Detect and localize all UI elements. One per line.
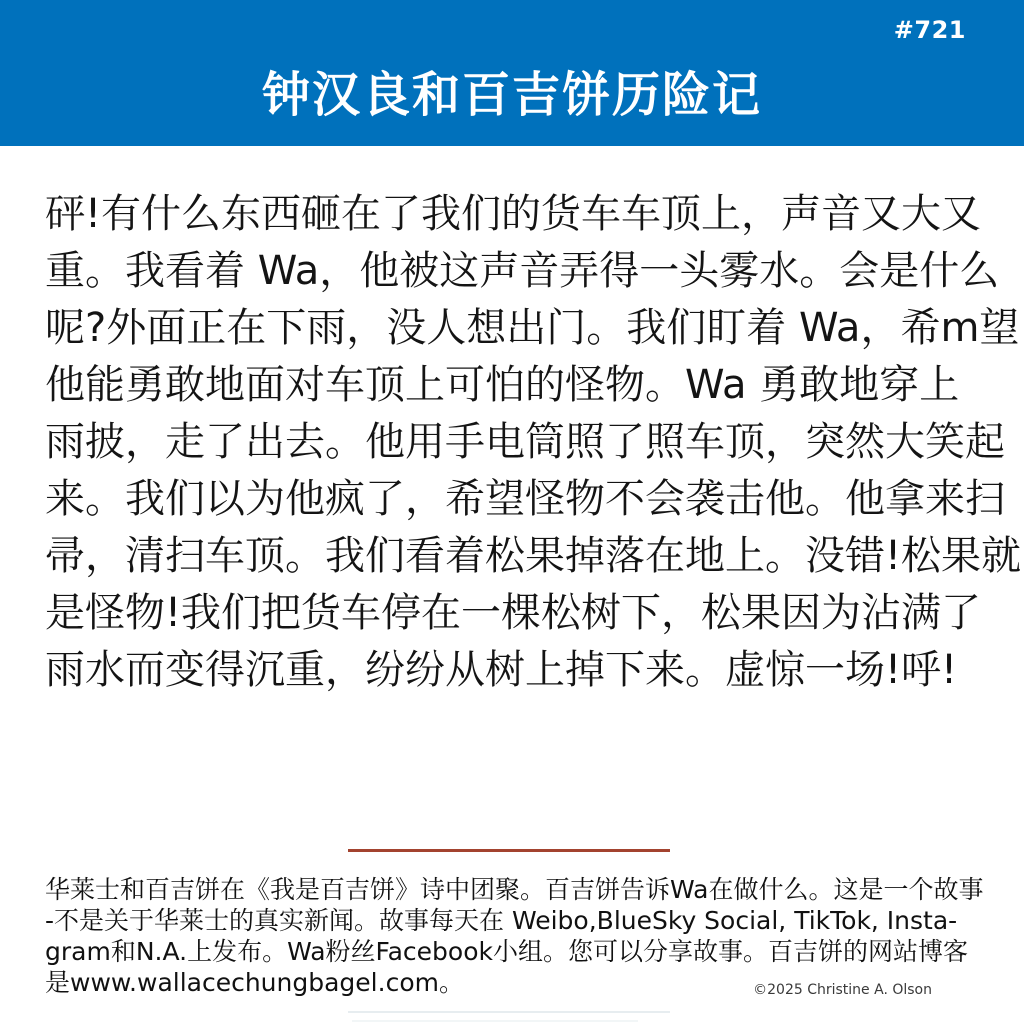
story-line: 帚，清扫车顶。我们看着松果掉落在地上。没错!松果就 xyxy=(45,533,1022,579)
story-line: 雨披，走了出去。他用手电筒照了照车顶，突然大笑起 xyxy=(45,419,1005,465)
next-card-edge-line-faint xyxy=(352,1020,638,1022)
story-line: 是怪物!我们把货车停在一棵松树下，松果因为沾满了 xyxy=(45,590,982,636)
story-line: 重。我看着 Wa，他被这声音弄得一头雾水。会是什么 xyxy=(45,248,1000,294)
footer-line: gram和N.A.上发布。Wa粉丝Facebook小组。您可以分享故事。百吉饼的网站博客 xyxy=(45,937,968,966)
story-line: 砰!有什么东西砸在了我们的货车车顶上，声音又大又 xyxy=(45,191,982,237)
red-divider-rule xyxy=(348,849,670,852)
footer-line: 华莱士和百吉饼在《我是百吉饼》诗中团聚。百吉饼告诉Wa在做什么。这是一个故事 xyxy=(45,875,984,904)
story-line: 呢?外面正在下雨，没人想出门。我们盯着 Wa，希m望 xyxy=(45,305,1020,351)
footer-note xyxy=(45,874,982,998)
next-card-edge-line xyxy=(348,1011,670,1013)
footer-line-website: 是www.wallacechungbagel.com。 xyxy=(45,968,464,997)
story-line: 雨水而变得沉重，纷纷从树上掉下来。虚惊一场!呼! xyxy=(45,647,958,693)
page-title: 钟汉良和百吉饼历险记 xyxy=(261,67,762,123)
footer-line: -不是关于华莱士的真实新闻。故事每天在 Weibo,BlueSky Social, TikTok, Insta- xyxy=(45,906,958,935)
story-line: 他能勇敢地面对车顶上可怕的怪物。Wa 勇敢地穿上 xyxy=(45,362,960,408)
copyright-notice: ©2025 Christine A. Olson xyxy=(753,982,932,998)
story-text xyxy=(45,186,1022,699)
story-line: 来。我们以为他疯了，希望怪物不会袭击他。他拿来扫 xyxy=(45,476,1005,522)
header-band xyxy=(0,0,1024,146)
issue-number: #721 xyxy=(893,16,966,44)
